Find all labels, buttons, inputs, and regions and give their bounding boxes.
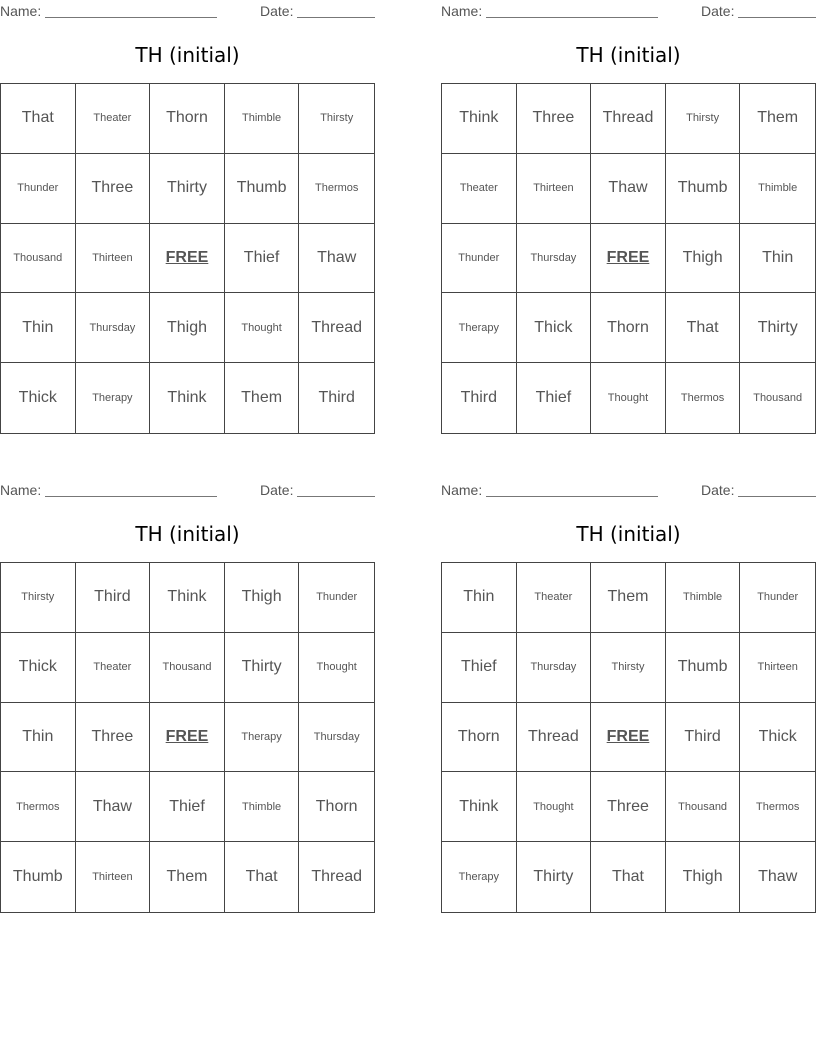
free-space: FREE [150, 224, 225, 294]
bingo-cell: Thunder [740, 563, 815, 633]
name-label: Name: [0, 3, 42, 19]
bingo-cell: Thorn [150, 84, 225, 154]
bingo-cell: Thimble [225, 772, 300, 842]
bingo-cell: Thunder [1, 154, 76, 224]
bingo-cell: Thimble [740, 154, 815, 224]
date-label: Date: [701, 3, 735, 19]
date-label: Date: [260, 482, 294, 498]
bingo-cell: Therapy [76, 363, 151, 433]
bingo-cell: Them [225, 363, 300, 433]
bingo-cell: Thin [740, 224, 815, 294]
bingo-cell: Thick [517, 293, 592, 363]
card-title: TH (initial) [576, 522, 681, 546]
bingo-cell: Thorn [591, 293, 666, 363]
name-date-header [441, 482, 816, 498]
bingo-grid [0, 562, 375, 913]
bingo-cell: Therapy [225, 703, 300, 773]
bingo-cell: Thumb [1, 842, 76, 912]
bingo-cell: Thigh [225, 563, 300, 633]
bingo-cell: Theater [442, 154, 517, 224]
bingo-cell: Thief [150, 772, 225, 842]
bingo-cell: Thirteen [517, 154, 592, 224]
bingo-cell: Thursday [76, 293, 151, 363]
bingo-cell: Thirteen [76, 224, 151, 294]
bingo-card [441, 479, 816, 919]
bingo-cell: Think [150, 563, 225, 633]
bingo-grid [0, 83, 375, 434]
bingo-cell: Three [517, 84, 592, 154]
name-line [486, 17, 658, 18]
bingo-cell: Thief [225, 224, 300, 294]
bingo-cell: Them [740, 84, 815, 154]
bingo-cell: Thaw [591, 154, 666, 224]
bingo-cell: Third [76, 563, 151, 633]
bingo-cell: Thousand [150, 633, 225, 703]
bingo-cell: Thermos [1, 772, 76, 842]
bingo-cell: Thunder [299, 563, 374, 633]
bingo-cell: Thousand [1, 224, 76, 294]
bingo-cell: Think [442, 84, 517, 154]
bingo-cell: Thought [225, 293, 300, 363]
bingo-cell: That [591, 842, 666, 912]
date-line [297, 17, 375, 18]
bingo-cell: Thick [740, 703, 815, 773]
bingo-cell: Theater [76, 84, 151, 154]
bingo-cell: Thursday [517, 224, 592, 294]
bingo-grid [441, 562, 816, 913]
bingo-cell: Third [666, 703, 741, 773]
bingo-cell: Thirteen [740, 633, 815, 703]
bingo-cell: Thermos [299, 154, 374, 224]
free-space: FREE [591, 703, 666, 773]
bingo-cell: Thimble [666, 563, 741, 633]
bingo-cell: Thirty [740, 293, 815, 363]
name-date-header [441, 3, 816, 19]
bingo-cell: Thigh [666, 842, 741, 912]
bingo-cell: Thumb [666, 154, 741, 224]
bingo-cell: Thought [517, 772, 592, 842]
bingo-cell: Thousand [753, 392, 803, 405]
bingo-cell: Thirsty [591, 633, 666, 703]
bingo-cell: Therapy [442, 293, 517, 363]
bingo-cell: Thumb [666, 633, 741, 703]
bingo-cell: Thread [591, 84, 666, 154]
bingo-cell: Thick [1, 633, 76, 703]
bingo-cell: Thunder [442, 224, 517, 294]
bingo-cell: Thorn [299, 772, 374, 842]
bingo-cell: Them [591, 563, 666, 633]
bingo-cell: Thursday [299, 703, 374, 773]
bingo-grid [441, 83, 816, 434]
bingo-cell: Thigh [150, 293, 225, 363]
name-line [486, 496, 658, 497]
date-label: Date: [260, 3, 294, 19]
name-date-header [0, 482, 375, 498]
bingo-cell: Them [150, 842, 225, 912]
date-label: Date: [701, 482, 735, 498]
bingo-cell: Thirteen [76, 842, 151, 912]
name-date-header [0, 3, 375, 19]
bingo-cell: Thief [442, 633, 517, 703]
bingo-cell: Thread [299, 293, 374, 363]
bingo-cell: Thermos [666, 363, 741, 433]
bingo-cell: Three [76, 154, 151, 224]
name-label: Name: [0, 482, 42, 498]
bingo-cell: Thought [299, 633, 374, 703]
bingo-cell: Thin [1, 703, 76, 773]
bingo-cell: Theater [76, 633, 151, 703]
bingo-card [0, 479, 375, 919]
bingo-cell: That [1, 84, 76, 154]
bingo-cell: Thirsty [666, 84, 741, 154]
bingo-cell: Thimble [225, 84, 300, 154]
bingo-cell: Thirsty [1, 563, 76, 633]
date-line [738, 496, 816, 497]
bingo-cell: Thirty [517, 842, 592, 912]
bingo-cell: Think [442, 772, 517, 842]
bingo-cell: Thorn [442, 703, 517, 773]
card-title: TH (initial) [135, 43, 240, 67]
bingo-cell: Thaw [299, 224, 374, 294]
name-line [45, 17, 217, 18]
bingo-cell: Thigh [666, 224, 741, 294]
bingo-cell: That [666, 293, 741, 363]
date-line [738, 17, 816, 18]
bingo-cell: Third [442, 363, 517, 433]
bingo-cell: Third [318, 389, 355, 407]
bingo-cell: Therapy [442, 842, 517, 912]
bingo-cell: Thin [1, 293, 76, 363]
bingo-cell: Thirsty [299, 84, 374, 154]
bingo-cell: Thaw [758, 868, 798, 886]
bingo-cell: Thread [311, 868, 363, 886]
bingo-card [441, 0, 816, 440]
bingo-cell: Thirty [150, 154, 225, 224]
free-space: FREE [150, 703, 225, 773]
bingo-cell: Theater [517, 563, 592, 633]
bingo-cell: Thought [591, 363, 666, 433]
bingo-cell: Thin [442, 563, 517, 633]
bingo-cell: Three [591, 772, 666, 842]
card-title: TH (initial) [576, 43, 681, 67]
bingo-cell: Think [150, 363, 225, 433]
bingo-card [0, 0, 375, 440]
name-label: Name: [441, 3, 483, 19]
bingo-cell: Thief [517, 363, 592, 433]
bingo-cell: Thaw [76, 772, 151, 842]
free-space: FREE [591, 224, 666, 294]
bingo-cell: Thousand [666, 772, 741, 842]
bingo-cell: Thumb [225, 154, 300, 224]
bingo-cell: Three [76, 703, 151, 773]
card-title: TH (initial) [135, 522, 240, 546]
name-label: Name: [441, 482, 483, 498]
bingo-cell: Thermos [740, 772, 815, 842]
bingo-cell: Thirty [225, 633, 300, 703]
bingo-cell: Thursday [517, 633, 592, 703]
date-line [297, 496, 375, 497]
name-line [45, 496, 217, 497]
bingo-cell: Thread [517, 703, 592, 773]
bingo-cell: Thick [1, 363, 76, 433]
bingo-cell: That [225, 842, 300, 912]
